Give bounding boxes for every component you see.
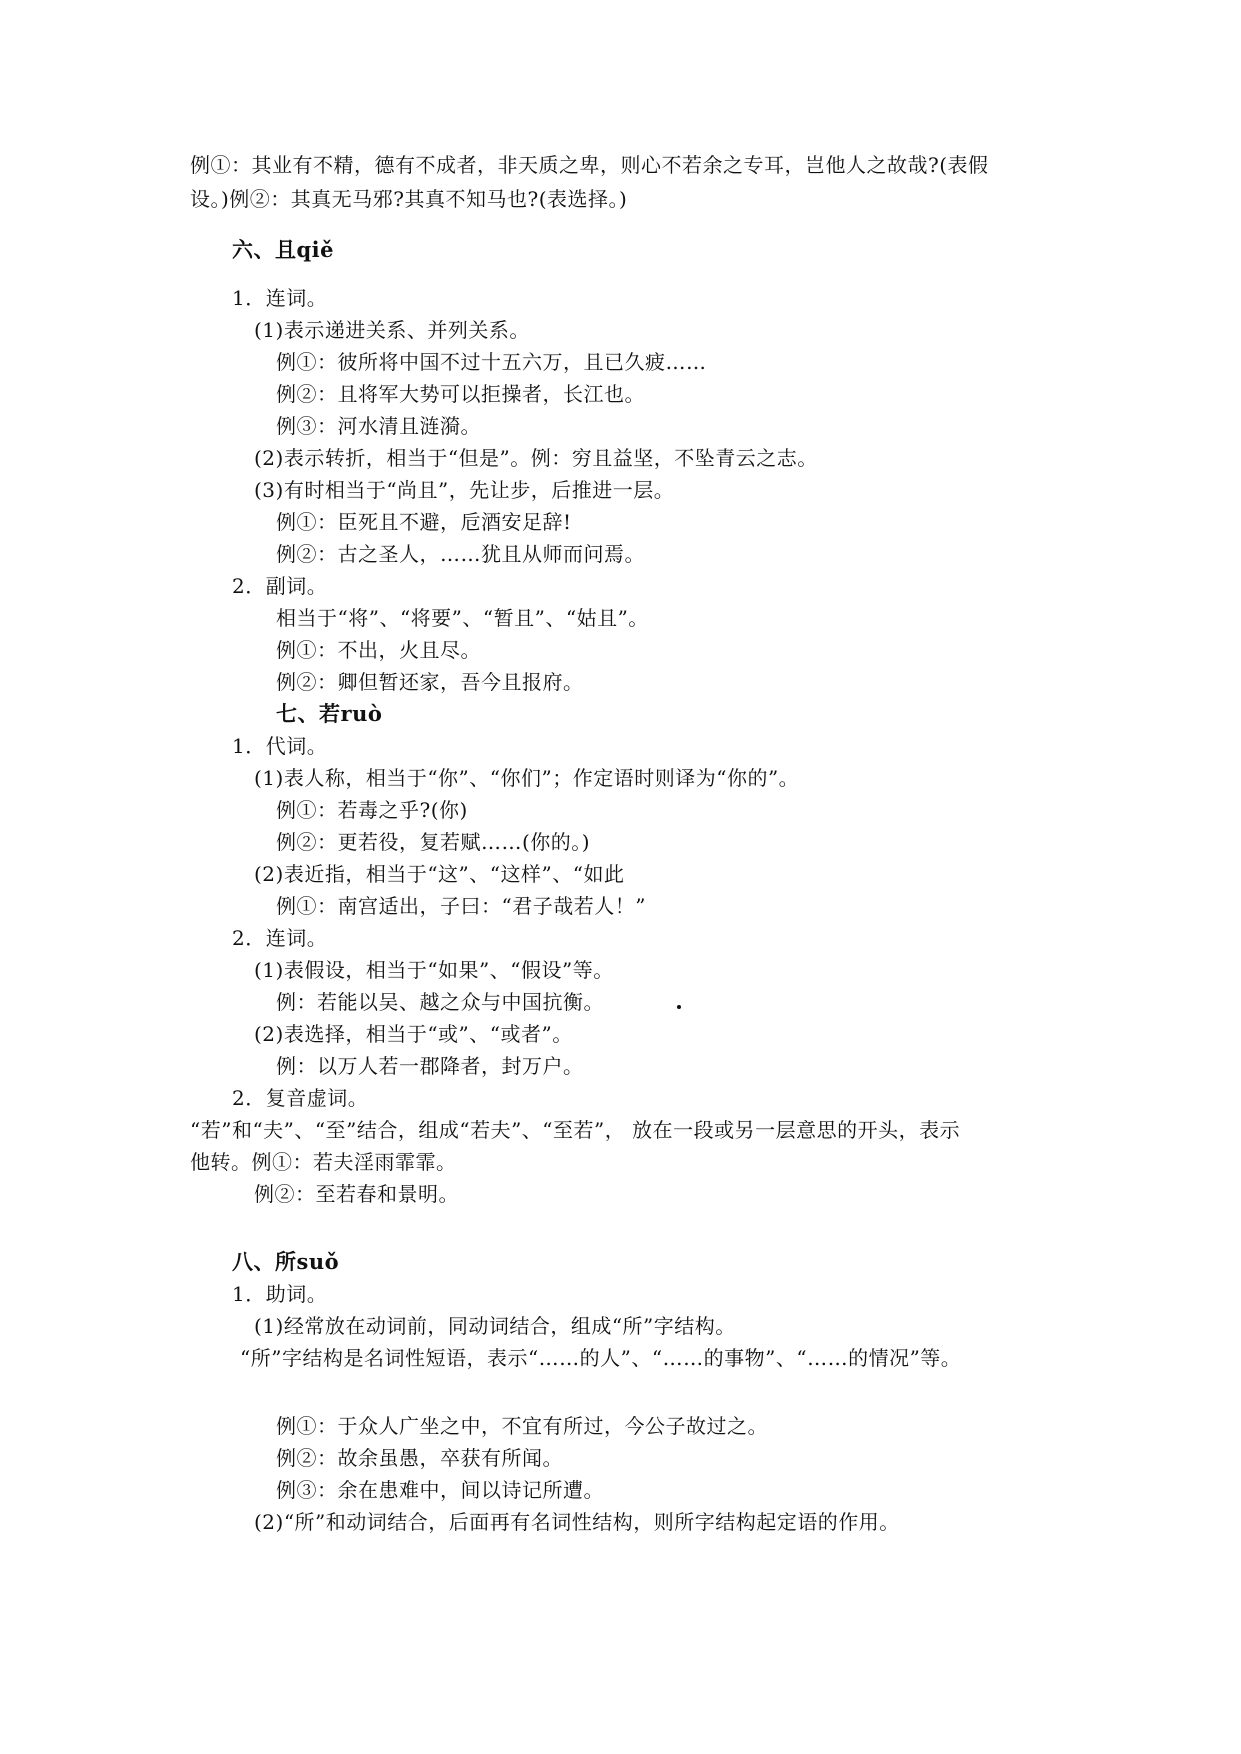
example-line: 例②：古之圣人，……犹且从师而问焉。: [276, 542, 645, 566]
section-heading: 七、若ruò: [276, 701, 383, 726]
text-line: (2)表选择，相当于“或”、“或者”。: [254, 1022, 573, 1046]
example-line: 例②：卿但暂还家，吾今且报府。: [276, 670, 584, 694]
example-line: 例①：于众人广坐之中，不宜有所过，今公子故过之。: [276, 1414, 768, 1438]
example-line: 例①：臣死且不避，卮酒安足辞!: [276, 510, 572, 534]
text-line: 他转。例①：若夫淫雨霏霏。: [190, 1150, 457, 1174]
section-heading: 八、所suǒ: [232, 1249, 340, 1274]
example-line: 例：以万人若一郡降者，封万户。: [276, 1054, 584, 1078]
bullet-dot: [677, 1005, 681, 1009]
text-line: (1)表示递进关系、并列关系。: [254, 318, 530, 342]
text-line: (1)表假设，相当于“如果”、“假设”等。: [254, 958, 614, 982]
text-line: 2．副词。: [232, 574, 328, 598]
example-line: 例①：若毒之乎?(你): [276, 798, 468, 822]
text-line: “若”和“夫”、“至”结合，组成“若夫”、“至若”， 放在一段或另一层意思的开头，表示: [190, 1118, 961, 1142]
text-line: (1)表人称，相当于“你”、“你们”；作定语时则译为“你的”。: [254, 766, 800, 790]
example-line: 例②：故余虽愚，卒获有所闻。: [276, 1446, 563, 1470]
example-line: 例：若能以吴、越之众与中国抗衡。: [276, 990, 604, 1014]
example-line: 例③：河水清且涟漪。: [276, 414, 481, 438]
example-line: 例②：更若役，复若赋……(你的。): [276, 830, 591, 854]
text-line: 2．连词。: [232, 926, 328, 950]
section-heading: 六、且qiě: [232, 237, 335, 262]
text-line: (3)有时相当于“尚且”，先让步，后推进一层。: [254, 478, 675, 502]
example-line: 例①：不出，火且尽。: [276, 638, 481, 662]
example-line: 例①：彼所将中国不过十五六万，且已久疲……: [276, 350, 707, 374]
text-line: 1．代词。: [232, 734, 328, 758]
example-line: 例①：南宫适出，子曰：“君子哉若人！”: [276, 894, 646, 918]
text-line: (2)表近指，相当于“这”、“这样”、“如此: [254, 862, 625, 886]
example-line: 例③：余在患难中，间以诗记所遭。: [276, 1478, 604, 1502]
example-line: 例②：至若春和景明。: [254, 1182, 459, 1206]
text-line: “所”字结构是名词性短语，表示“……的人”、“……的事物”、“……的情况”等。: [240, 1346, 962, 1370]
text-line: 设。)例②：其真无马邪?其真不知马也?(表选择。): [190, 187, 628, 211]
text-line: 1．助词。: [232, 1282, 328, 1306]
text-line: 例①：其业有不精，德有不成者，非天质之卑，则心不若余之专耳，岂他人之故哉?(表假: [190, 153, 989, 177]
text-line: 相当于“将”、“将要”、“暂且”、“姑且”。: [276, 606, 649, 630]
text-line: 1．连词。: [232, 286, 328, 310]
example-line: 例②：且将军大势可以拒操者，长江也。: [276, 382, 645, 406]
text-line: (2)“所”和动词结合，后面再有名词性结构，则所字结构起定语的作用。: [254, 1510, 900, 1534]
text-line: (2)表示转折，相当于“但是”。例：穷且益坚，不坠青云之志。: [254, 446, 818, 470]
text-line: 2．复音虚词。: [232, 1086, 369, 1110]
text-line: (1)经常放在动词前，同动词结合，组成“所”字结构。: [254, 1314, 736, 1338]
